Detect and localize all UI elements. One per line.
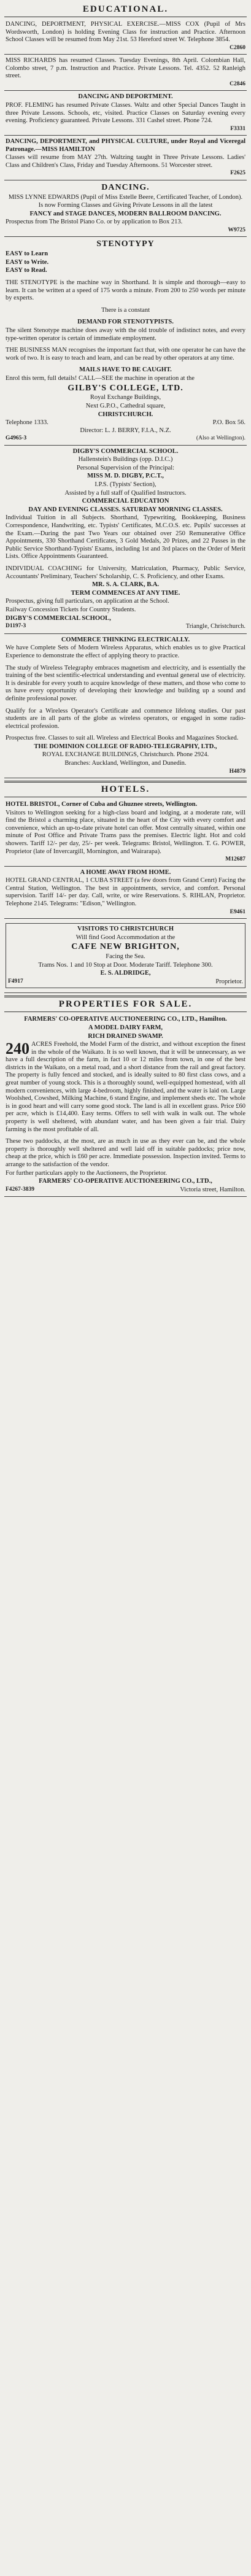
ad-text-2: The study of Wireless Telegraphy embraces magnetism and electricity, and is essentially the training of the best scientific-electrical understanding and eventual general use of electricity. It is desirable for every youth to acquire knowledge of these matters, and those who come to us have every opportunity of developing their knowledge and building up a sound and definite professional power.	[6, 664, 245, 702]
ad-title: MAILS HAVE TO BE CAUGHT.	[79, 366, 172, 374]
ad-title: FARMERS' CO-OPERATIVE AUCTIONEERING CO., LTD., Hamilton.	[24, 1016, 227, 1023]
ad-text-4: Prospectus free. Classes to suit all. Wireless and Electrical Books and Magazines Stocked.	[6, 735, 239, 742]
ad-coaching: INDIVIDUAL COACHING for University, Matriculation, Pharmacy, Public Service, Accountants' Preliminary, Teachers' Scholarship, C. S. Proficiency, and other Exams.	[6, 565, 245, 580]
section-heading-educational: EDUCATIONAL.	[4, 2, 247, 17]
ad-title: DANCING AND DEPORTMENT.	[78, 93, 173, 101]
ad-text: DANCING, DEPORTMENT, PHYSICAL EXERCISE.—MISS COX (Pupil of Mrs Wordsworth, London) is holding Evening Class for instruction and Practice. Afternoon School Classes will be resumed from May 21st. 53 Hereford street W. Telephone 3854.	[6, 21, 245, 44]
ad-text: PROF. FLEMING has resumed Private Classes. Waltz and other Special Dances Taught in three Private Lessons. Schools, etc, visited. Practice Classes on Saturday evening every evening. Proficiency guaranteed. Private Lessons. 331 Cashel street. Phone 724.	[6, 101, 245, 125]
ad-cafe-new-brighton	[4, 919, 247, 993]
ad-subtitle: Hallenstein's Buildings (opp. D.I.C.)	[78, 456, 173, 463]
ad-ref: F4267-3839	[6, 1186, 34, 1193]
ad-text: Prospectus, giving full particulars, on application at the School.	[6, 598, 169, 605]
ad-body: ACRES Freehold, the Model Farm of the district, and without exception the finest in the whole of the Waikato. It is so well known, that it will be unnecessary, as we have a full description of the farm, in fact 10 or 12 miles from town, in one of the best districts in the Waikato, on a metal road, and a short distance from the rail and great factory. The property is fully fenced and stocked, and is ideally suited to 80 first class cows, and a great number of young stock. This is a thoroughly sound, well-equipped homestead, with all modern conveniences, with large 4-bedroom, highly finished, and the water is laid on. Large Woolshed, Cowshed, Milking Machine, 6 stand Engine, and implement sheds etc. The whole is in good heart and will carry some good stock. The land is all in excellent grass. Price £60 per acre, which is £14,400. Easy terms. Offers to sell with walk in walk out. The whole property is well sheltered, with abundant water, and has been given a fair trial. Dairy farming is the most profitable of all.	[6, 1041, 245, 1133]
ad-title-2: COMMERCIAL EDUCATION	[82, 498, 169, 505]
ad-text: Railway Concession Tickets for Country Students.	[6, 606, 136, 613]
ad-feature: FANCY and STAGE DANCES, MODERN BALLROOM DANCING.	[29, 210, 222, 217]
ad-ref: W9725	[228, 227, 245, 234]
ad-address: Royal Exchange Buildings,	[90, 394, 161, 401]
ad-title: DIGBY'S COMMERCIAL SCHOOL.	[72, 447, 179, 455]
ad-school: GILBY'S COLLEGE, LTD.	[68, 383, 183, 393]
ad-line: EASY to Learn	[6, 250, 48, 258]
ad-hotel-grand-central	[4, 867, 247, 919]
ad-dancing-hamilton	[4, 136, 247, 180]
ad-ref: D1197-3	[6, 623, 26, 630]
ad-text-2: Individual Tuition in all Subjects. Shorthand, Typewriting, Bookkeeping, Business Correspondence, Handwriting, etc. Typists' Certificates, M.C.O.S. etc. Pupils' successes at the Exam.—During the past Two Years our obtained over 250 Remunerative Office Appointments, 330 Shorthand Certificates, 3 Gold Medals, 20 Prizes, and 22 Passes in the Public Service Shorthand-Typists' Exams, including 1st and 3rd places on the Order of Merit Lists. Office Appointments Guaranteed.	[6, 514, 245, 560]
ad-ref: F2625	[230, 170, 245, 177]
ad-text: Enrol this term, full details! CALL—SEE the machine in operation at the	[6, 374, 195, 382]
ad-title: A HOME AWAY FROM HOME.	[80, 868, 171, 876]
ad-text-2: Prospectus from The Bristol Piano Co. or by application to Box 213.	[6, 219, 183, 226]
ad-text: The silent Stenotype machine does away with the old trouble of indistinct notes, and every type-written operator is certain of immediate employment.	[6, 327, 245, 342]
ad-branches: Branches: Auckland, Wellington, and Dunedin.	[64, 760, 187, 767]
ad-dancing-fleming	[4, 91, 247, 136]
ad-text	[6, 1041, 245, 1134]
ad-ref: H4879	[229, 768, 245, 775]
ad-address: Triangle, Christchurch.	[185, 623, 245, 630]
ad-subtitle-2: RICH DRAINED SWAMP.	[88, 1032, 163, 1040]
ad-address: Victoria street, Hamilton.	[180, 1186, 245, 1193]
ad-title: COMMERCE THINKING ELECTRICALLY.	[61, 636, 190, 643]
ad-ref: F3331	[230, 125, 245, 132]
ad-text: There is a constant	[101, 306, 150, 314]
ad-text-3: For further particulars apply to the Auctioneers, the Proprietor.	[6, 1169, 168, 1177]
ad-ref: M12687	[225, 856, 245, 863]
ad-text-2: These two paddocks, at the most, are as much in use as they ever can be, and the whole property is thoroughly well sheltered and well laid off in suitable paddocks; price now, cheap at the price, which is £60 per acre. Immediate possession. Inspection invited. Terms to arrange to the satisfaction of the vendor.	[6, 1138, 245, 1169]
ad-subtitle: A MODEL DAIRY FARM,	[88, 1024, 163, 1031]
ad-dancing-cox	[4, 18, 247, 55]
ad-credentials: I.P.S. (Typists' Section),	[95, 481, 156, 489]
ad-text: THE STENOTYPE is the machine way in Shorthand. It is simple and thorough—easy to learn. It can be written at a speed of 175 words a minute. From 200 to 250 words per minute by experts.	[6, 279, 245, 302]
ad-text: HOTEL GRAND CENTRAL, 1 CUBA STREET (a few doors from Grand Cenrt) Facing the Central Station, Wellington. The best in appointments, service, and comfort. Personal supervision. Tariff 14/- per day. Call, write, or wire Reservations. S. RIHLAN, Proprietor. Telephone 2145. Telegrams: "Edison," Wellington.	[6, 877, 245, 907]
ad-principal: MISS M. D. DIGBY, P.C.T.,	[87, 473, 164, 480]
ad-proprietor: E. S. ALDRIDGE,	[100, 970, 151, 977]
ad-ref: C2846	[230, 80, 245, 87]
ad-text: Is now Forming Classes and Giving Private Lessons in all the latest	[38, 202, 213, 209]
ad-stenotypy	[4, 237, 247, 445]
ad-address: Next G.P.O., Cathedral square,	[85, 402, 166, 409]
ad-tutor: MR. S. A. CLARK, B.A.	[91, 581, 160, 589]
ad-title: DEMAND FOR STENOTYPISTS.	[77, 319, 174, 326]
section-heading-hotels: HOTELS.	[4, 781, 247, 797]
ad-line: EASY to Read.	[6, 267, 47, 274]
ad-text-3: Qualify for a Wireless Operator's Certificate and commence lifelong studies. Our past students are in all parts of the globe as wireless operators, or engaged in some radio-electrical profession.	[6, 707, 245, 730]
ad-dancing-edwards	[4, 180, 247, 238]
ad-digby-commercial	[4, 446, 247, 634]
ad-staff: Assisted by a full staff of Qualified Instructors.	[64, 489, 187, 497]
ad-title: DANCING, DEPORTMENT, and PHYSICAL CULTURE, under Royal and Viceregal Patronage.—MISS HAMILTON	[6, 138, 245, 153]
ad-line: EASY to Write.	[6, 258, 49, 266]
ad-title: DANCING.	[101, 182, 150, 192]
ad-text: Visitors to Wellington seeking for a high-class board and lodging, at a moderate rate, will find the Bristol a charming place, situated in the heart of the City with every comfort and convenience, which an up-to-date private hotel can offer. Most centrally situated, within one minute of Post Office and Private Trams pass the premises. Electric light. Hot and cold showers. Tariff 12/- per day, 25/- per week. Telegrams: Bristol, Wellington. T. G. POWER, Proprietor (late of Invercargill, Mornington, and Wairarapa).	[6, 809, 245, 855]
section-heading-properties: PROPERTIES FOR SALE.	[4, 996, 247, 1012]
ad-wireless-college	[4, 634, 247, 778]
ad-text-2: Trams Nos. 1 and 10 Stop at Door. Moderate Tariff. Telephone 300.	[38, 961, 213, 969]
ad-hotel-bristol	[4, 799, 247, 867]
ad-text: Personal Supervision of the Principal:	[76, 464, 175, 471]
ad-ref-note: (Also at Wellington).	[196, 435, 245, 442]
ad-ref: E9461	[230, 908, 245, 915]
ad-ref: F4917	[8, 978, 23, 984]
ad-text: Classes will resume from MAY 27th. Waltzing taught in Three Private Lessons. Ladies' Class and Children's Class, Friday and Tuesday Afternoons. 51 Worcester street.	[6, 154, 245, 169]
ad-director: Director: L. J. BERRY, F.I.A., N.Z.	[80, 427, 171, 434]
ad-name: CAFE NEW BRIGHTON,	[71, 942, 180, 952]
ad-text: Will find Good Accommodation at the	[75, 934, 176, 941]
ad-box: P.O. Box 56.	[212, 419, 245, 427]
ad-text: MISS RICHARDS has resumed Classes. Tuesday Evenings, 8th April. Colombian Hall, Colombo street, 7 p.m. Instruction and Practice. Private Lessons. Tel. 4352. 52 Ranleigh street.	[6, 57, 245, 80]
ad-subtitle: MISS LYNNE EDWARDS (Pupil of Miss Estelle Beere, Certificated Teacher, of London).	[8, 193, 243, 201]
ad-text: We have Complete Sets of Modern Wireless Apparatus, which enables us to give Practical Experience to demonstrate the effect of applying theory to practice.	[6, 644, 245, 659]
ad-text-2: THE BUSINESS MAN recognises the important fact that, with one operator he can have the work of two. It is easy to teach and learn, and can be read by other operators at any time.	[6, 347, 245, 362]
ad-telephone: Telephone 1333.	[6, 419, 48, 427]
ad-subtitle-2: DAY AND EVENING CLASSES. SATURDAY MORNING CLASSES.	[28, 506, 223, 513]
ad-title: STENOTYPY	[96, 239, 155, 249]
ad-dancing-richards	[4, 55, 247, 91]
ad-school: DIGBY'S COMMERCIAL SCHOOL,	[6, 614, 111, 622]
ad-proprietor-title: Proprietor.	[215, 978, 243, 985]
ad-school: THE DOMINION COLLEGE OF RADIO-TELEGRAPHY, LTD.,	[34, 743, 217, 750]
ad-ref: G4965-3	[6, 435, 27, 442]
ad-title-2: FARMERS' CO-OPERATIVE AUCTIONEERING CO., LTD.,	[39, 1178, 212, 1185]
ad-term: TERM COMMENCES AT ANY TIME.	[71, 589, 180, 597]
ad-farmers-dairy-farm	[4, 1013, 247, 1197]
ad-address: ROYAL EXCHANGE BUILDINGS, Christchurch. Phone 2924.	[42, 751, 209, 759]
ad-city: CHRISTCHURCH.	[98, 411, 153, 418]
ad-title: VISITORS TO CHRISTCHURCH	[77, 925, 174, 932]
ad-title: HOTEL BRISTOL, Corner of Cuba and Ghuznee streets, Wellington.	[6, 801, 198, 808]
ad-drop-number: 240	[6, 1040, 29, 1058]
ad-ref: C2860	[230, 44, 245, 51]
ad-address: Facing the Sea.	[106, 953, 145, 960]
